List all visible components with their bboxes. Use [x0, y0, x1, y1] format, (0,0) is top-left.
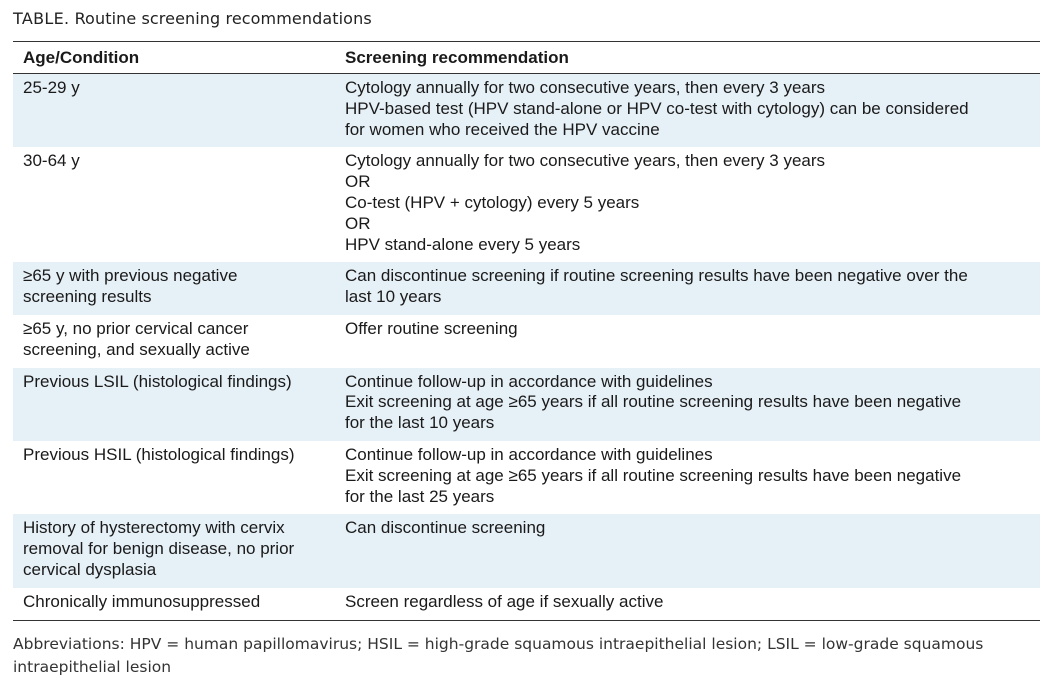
- recommendation-cell: [335, 514, 1040, 587]
- condition-text: removal for benign disease, no prior: [23, 539, 295, 559]
- recommendation-text: OR: [345, 213, 371, 233]
- condition-text: ≥65 y, no prior cervical cancer: [23, 318, 249, 338]
- condition-cell: [13, 441, 335, 514]
- caption-title: Routine screening recommendations: [74, 9, 372, 28]
- abbreviations-footnote: Abbreviations: HPV = human papillomavirus; HSIL = high-grade squamous intraepithelial lesion; LSIL = low-grade squamous intraepithelial lesion: [13, 635, 984, 676]
- table-row: [13, 588, 1040, 620]
- recommendation-text: Screen regardless of age if sexually active: [345, 591, 664, 611]
- recommendation-cell: [335, 315, 1040, 368]
- table-row: [13, 514, 1040, 587]
- recommendation-text: for the last 10 years: [345, 413, 495, 433]
- recommendation-text: Can discontinue screening: [345, 518, 546, 538]
- recommendation-cell: [335, 262, 1040, 315]
- recommendation-text: HPV stand-alone every 5 years: [345, 234, 581, 254]
- recommendation-text: Exit screening at age ≥65 years if all routine screening results have been negative: [345, 392, 962, 412]
- condition-text: cervical dysplasia: [23, 559, 157, 579]
- condition-text: History of hysterectomy with cervix: [23, 518, 285, 538]
- recommendation-text: Can discontinue screening if routine screening results have been negative over the: [345, 266, 968, 286]
- table-row: [13, 147, 1040, 262]
- recommendation-text: Exit screening at age ≥65 years if all routine screening results have been negative: [345, 465, 962, 485]
- recommendation-text: for women who received the HPV vaccine: [345, 119, 660, 139]
- recommendation-cell: [335, 368, 1040, 441]
- condition-cell: [13, 74, 335, 148]
- condition-cell: [13, 588, 335, 620]
- condition-text: ≥65 y with previous negative: [23, 266, 238, 286]
- recommendation-text: last 10 years: [345, 287, 442, 307]
- condition-text: screening results: [23, 287, 152, 307]
- table-caption: [13, 9, 372, 28]
- table-row: [13, 441, 1040, 514]
- recommendation-text: OR: [345, 172, 371, 192]
- screening-table: [13, 41, 1040, 621]
- column-header-recommendation: Screening recommendation: [335, 42, 1040, 74]
- table-row: [13, 368, 1040, 441]
- table-header-row: [13, 42, 1040, 74]
- recommendation-cell: [335, 74, 1040, 148]
- condition-cell: [13, 147, 335, 262]
- condition-cell: [13, 315, 335, 368]
- condition-text: screening, and sexually active: [23, 339, 250, 359]
- condition-text: Previous HSIL (histological findings): [23, 444, 295, 464]
- table-row: [13, 74, 1040, 148]
- condition-text: Previous LSIL (histological findings): [23, 371, 292, 391]
- table-row: [13, 262, 1040, 315]
- condition-cell: [13, 262, 335, 315]
- recommendation-text: Cytology annually for two consecutive years, then every 3 years: [345, 78, 826, 97]
- condition-text: 25-29 y: [23, 78, 80, 97]
- recommendation-text: Offer routine screening: [345, 318, 518, 338]
- condition-text: Chronically immunosuppressed: [23, 591, 261, 611]
- caption-label: TABLE.: [13, 9, 70, 28]
- recommendation-text: Continue follow-up in accordance with guidelines: [345, 371, 713, 391]
- table-row: [13, 315, 1040, 368]
- recommendation-cell: [335, 588, 1040, 620]
- column-header-condition: Age/Condition: [13, 42, 335, 74]
- recommendation-cell: [335, 441, 1040, 514]
- condition-text: 30-64 y: [23, 151, 80, 171]
- recommendation-text: Co-test (HPV + cytology) every 5 years: [345, 192, 640, 212]
- recommendation-text: HPV-based test (HPV stand-alone or HPV co-test with cytology) can be considered: [345, 98, 969, 118]
- condition-cell: [13, 368, 335, 441]
- recommendation-cell: [335, 147, 1040, 262]
- recommendation-text: Cytology annually for two consecutive years, then every 3 years: [345, 151, 826, 171]
- condition-cell: [13, 514, 335, 587]
- recommendation-text: Continue follow-up in accordance with guidelines: [345, 444, 713, 464]
- recommendation-text: for the last 25 years: [345, 486, 495, 506]
- screening-table-container: [13, 41, 1040, 621]
